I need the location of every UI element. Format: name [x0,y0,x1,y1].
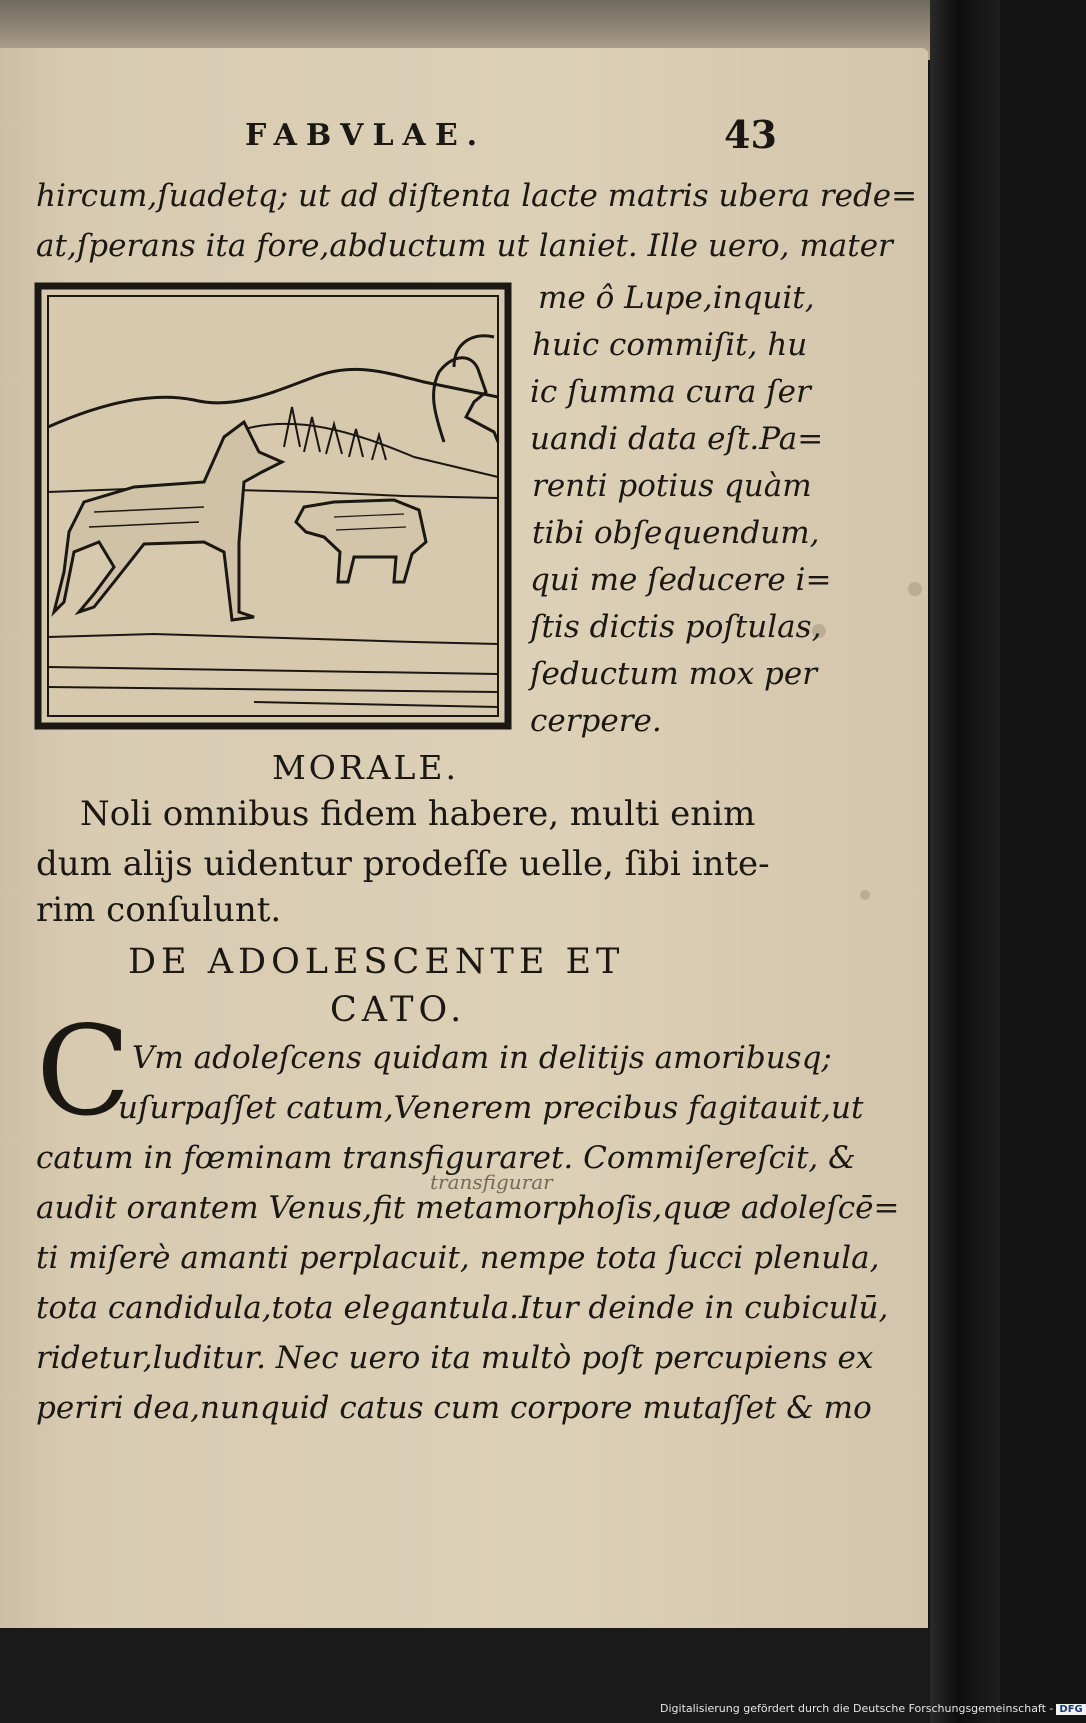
fable-line: ridetur,luditur. Nec uero ita multò poſt percupiens ex [36,1340,874,1376]
page-stain [908,582,922,596]
text-line: tibi obſequendum, [532,515,820,551]
morale-heading: MORALE. [272,748,460,787]
text-line: renti potius quàm [532,468,812,504]
fable-line: ti miſerè amanti perplacuit, nempe tota ſucci plenula, [36,1240,880,1276]
running-head: FABVLAE. [245,118,487,153]
handwritten-note: transfigurar [430,1170,553,1194]
text-line: hircum,ſuadetq; ut ad diſtenta lacte matris ubera rede= [36,178,918,214]
text-line: me ô Lupe,inquit, [538,280,815,316]
page-stain [860,890,870,900]
credit-text: Digitalisierung gefördert durch die Deutsche Forschungsgemeinschaft - [660,1702,1054,1715]
morale-line: Noli omnibus fidem habere, multi enim [80,794,756,834]
text-line: ic ſumma cura ſer [530,374,811,410]
morale-line: dum alijs uidentur prodeſſe uelle, ſibi inte- [36,844,770,884]
morale-line: rim conſulunt. [36,890,282,930]
fable-line: periri dea,nunquid catus cum corpore mutaſſet & mo [36,1390,872,1426]
book-binding-edge [930,0,1000,1723]
text-line: ſtis dictis poſtulas, [530,609,822,645]
fable-title: DE ADOLESCENTE ET [128,942,625,982]
digitization-credit [660,1702,1086,1715]
fable-title-continued: CATO. [330,990,467,1030]
fable-line: tota candidula,tota elegantula.Itur deinde in cubiculū, [36,1290,889,1326]
fable-line: catum in fœminam transfiguraret. Commiſereſcit, & [36,1140,856,1176]
text-line: huic commiſit, hu [532,327,808,363]
fable-line: uſurpaſſet catum,Venerem precibus fagitauit,ut [118,1090,864,1126]
text-line: ſeductum mox per [530,656,818,692]
fable-line: audit orantem Venus,fit metamorphoſis,quæ adoleſcē= [36,1190,900,1226]
page-number: 43 [724,112,777,157]
woodcut-illustration [34,282,512,732]
text-line: qui me ſeducere i= [530,562,832,598]
text-line: uandi data eſt.Pa= [530,421,824,457]
dfg-logo: DFG [1056,1704,1085,1715]
drop-cap: C [36,1000,131,1144]
text-line: cerpere. [530,703,662,739]
fable-line: Vm adoleſcens quidam in delitijs amoribusq; [132,1040,832,1076]
text-line: at,ſperans ita fore,abductum ut laniet. Ille uero, mater [36,228,893,264]
